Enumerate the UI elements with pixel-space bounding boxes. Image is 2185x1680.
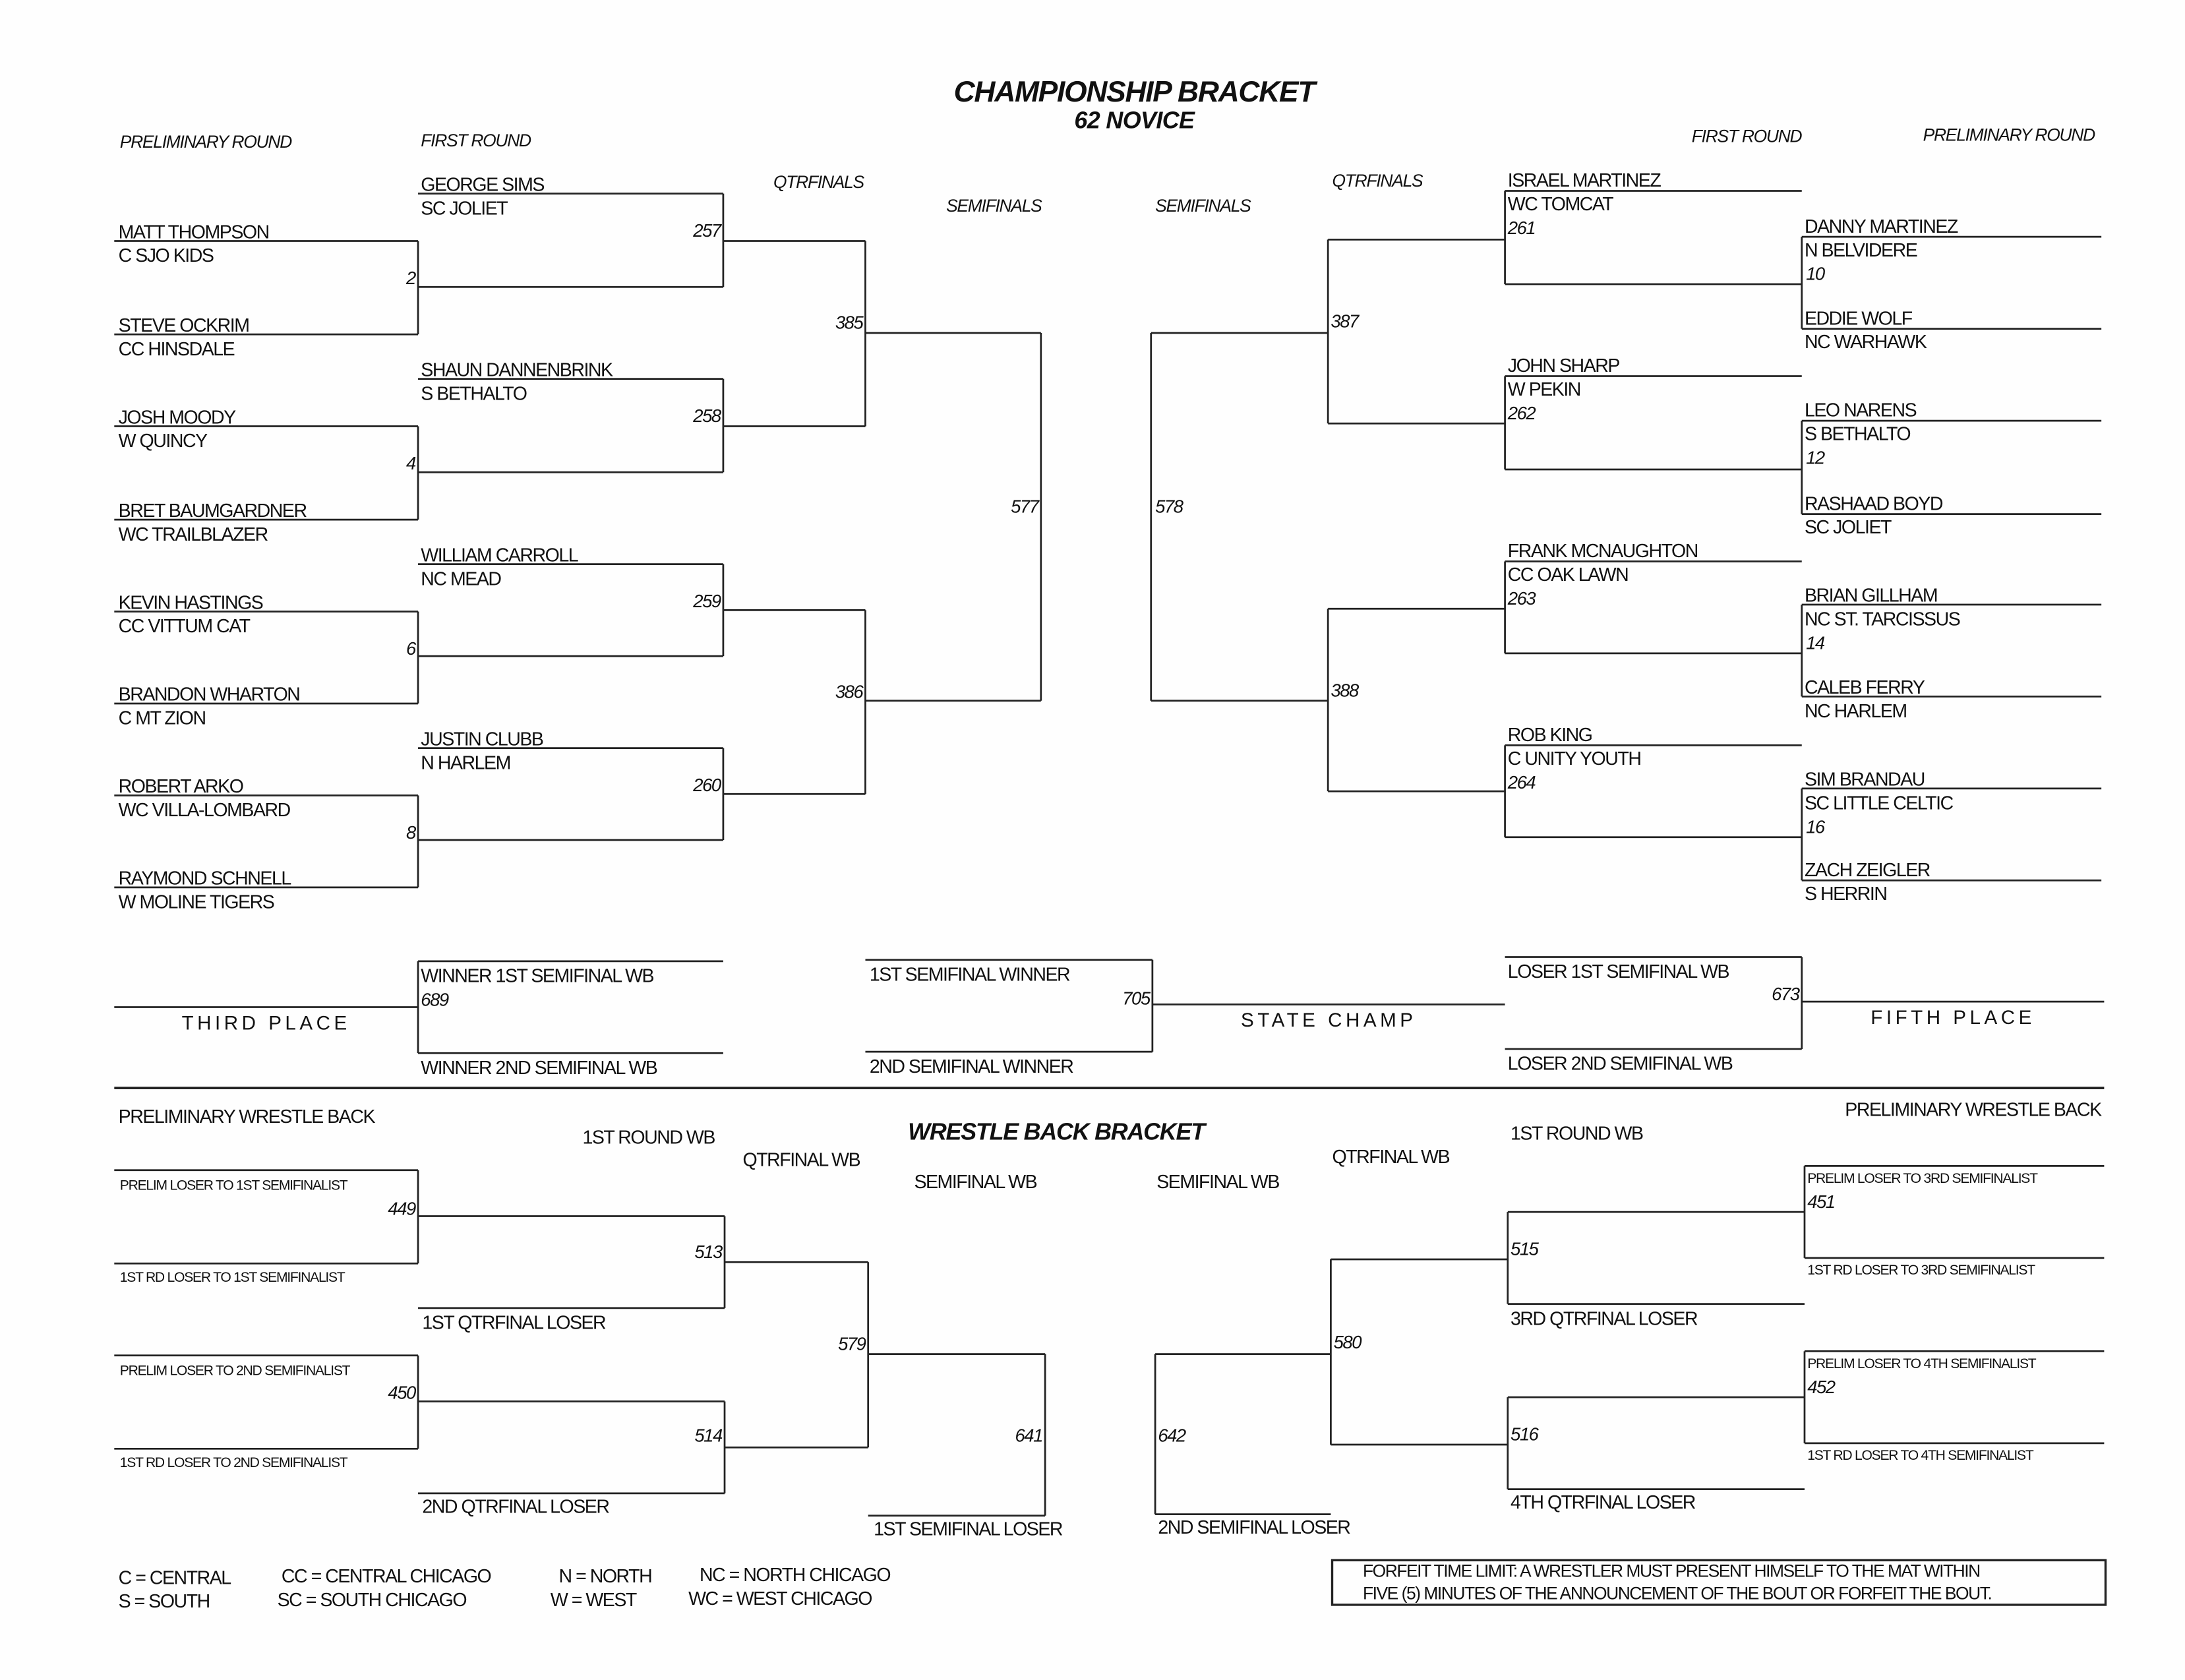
wrestler-name: WILLIAM CARROLL xyxy=(421,545,578,566)
page-title: CHAMPIONSHIP BRACKET xyxy=(953,76,1315,109)
wrestler-name: BRIAN GILLHAM xyxy=(1804,585,1938,607)
legend-item: S = SOUTH xyxy=(118,1590,210,1612)
wrestler-team: NC HARLEM xyxy=(1804,700,1907,722)
wrestler-team: S HERRIN xyxy=(1804,883,1887,905)
wrestler-name: DANNY MARTINEZ xyxy=(1804,216,1958,237)
state-champ-label: STATE CHAMP xyxy=(1240,1008,1417,1031)
legend-item: N = NORTH xyxy=(558,1565,652,1587)
wb-entry: PRELIM LOSER TO 2ND SEMIFINALIST xyxy=(119,1364,350,1379)
legend-item: SC = SOUTH CHICAGO xyxy=(277,1589,467,1611)
bout-number: 258 xyxy=(693,405,721,427)
wrestler-team: WC TRAILBLAZER xyxy=(118,524,268,545)
wrestler-name: ROB KING xyxy=(1507,724,1592,746)
wb-entry: PRELIM LOSER TO 4TH SEMIFINALIST xyxy=(1807,1356,2036,1373)
fifth-place-top: LOSER 1ST SEMIFINAL WB xyxy=(1507,961,1729,982)
wrestler-name: ZACH ZEIGLER xyxy=(1804,859,1930,881)
page-subtitle: 62 NOVICE xyxy=(1074,107,1195,134)
wb-right-qtr-label: QTRFINAL WB xyxy=(1332,1146,1450,1168)
wrestler-team: SC JOLIET xyxy=(1804,516,1891,538)
forfeit-note-line: FIVE (5) MINUTES OF THE ANNOUNCEMENT OF THE BOUT OR FORFEIT THE BOUT. xyxy=(1363,1584,1992,1604)
bout-number: 387 xyxy=(1331,311,1358,332)
wb-right-semi-label: SEMIFINAL WB xyxy=(1156,1171,1279,1193)
wrestler-name: JOHN SHARP xyxy=(1507,355,1619,376)
wrestler-team: W PEKIN xyxy=(1507,378,1580,400)
wrestler-team: SC JOLIET xyxy=(421,198,508,219)
wb-right-first-label: 1ST ROUND WB xyxy=(1511,1122,1643,1144)
wrestler-name: GEORGE SIMS xyxy=(421,174,544,195)
wrestler-name: BRANDON WHARTON xyxy=(118,684,300,705)
legend-item: C = CENTRAL xyxy=(118,1567,231,1588)
wb-qtr-loser: 1ST QTRFINAL LOSER xyxy=(422,1312,606,1333)
bout-number: 14 xyxy=(1806,632,1824,653)
wrestler-team: C SJO KIDS xyxy=(118,245,214,266)
wb-qtr-loser: 2ND QTRFINAL LOSER xyxy=(422,1496,609,1517)
bout-number: 452 xyxy=(1807,1376,1835,1398)
wrestler-name: SIM BRANDAU xyxy=(1804,769,1925,790)
bout-number: 2 xyxy=(406,267,415,289)
fifth-place-label: FIFTH PLACE xyxy=(1871,1005,2035,1029)
bout-number: 264 xyxy=(1507,771,1536,793)
third-place-label: THIRD PLACE xyxy=(181,1011,351,1034)
left-semi-label: SEMIFINALS xyxy=(946,196,1042,216)
wrestler-team: C UNITY YOUTH xyxy=(1507,748,1641,769)
wrestler-name: KEVIN HASTINGS xyxy=(118,591,263,613)
left-first-round-label: FIRST ROUND xyxy=(421,131,531,151)
wrestler-name: MATT THOMPSON xyxy=(118,221,269,243)
bout-number: 263 xyxy=(1507,587,1536,609)
fifth-place-bottom: LOSER 2ND SEMIFINAL WB xyxy=(1507,1053,1733,1074)
wrestler-name: JOSH MOODY xyxy=(118,406,235,428)
bout-number: 262 xyxy=(1507,402,1536,424)
wrestler-team: N BELVIDERE xyxy=(1804,239,1917,261)
wb-title: WRESTLE BACK BRACKET xyxy=(908,1118,1205,1145)
third-place-top: WINNER 1ST SEMIFINAL WB xyxy=(421,965,654,986)
wrestler-name: SHAUN DANNENBRINK xyxy=(421,359,613,380)
bout-number: 385 xyxy=(835,312,863,333)
bout-number: 8 xyxy=(406,822,415,843)
bout-number: 642 xyxy=(1158,1425,1185,1447)
wb-entry: 1ST RD LOSER TO 1ST SEMIFINALIST xyxy=(119,1270,345,1286)
bout-number: 259 xyxy=(693,590,721,612)
wrestler-name: ROBERT ARKO xyxy=(118,775,243,797)
wrestler-name: FRANK MCNAUGHTON xyxy=(1507,540,1698,562)
bout-number: 6 xyxy=(406,638,415,659)
forfeit-note-line: FORFEIT TIME LIMIT: A WRESTLER MUST PRESENT HIMSELF TO THE MAT WITHIN xyxy=(1363,1561,1980,1582)
bout-number: 514 xyxy=(694,1425,722,1447)
wrestler-team: S BETHALTO xyxy=(421,383,527,404)
left-qtr-semi-lines xyxy=(723,241,1041,795)
wrestler-team: WC TOMCAT xyxy=(1507,193,1613,215)
bout-number: 451 xyxy=(1807,1191,1835,1213)
wb-entry: 1ST RD LOSER TO 3RD SEMIFINALIST xyxy=(1807,1263,2035,1279)
wrestler-team: NC MEAD xyxy=(421,568,501,589)
right-semi-qtr-lines xyxy=(1151,239,1505,791)
legend-item: NC = NORTH CHICAGO xyxy=(699,1564,891,1586)
wrestler-name: CALEB FERRY xyxy=(1804,676,1925,698)
bout-number: 579 xyxy=(838,1333,866,1354)
bout-number: 513 xyxy=(694,1241,722,1263)
wrestler-team: NC WARHAWK xyxy=(1804,331,1927,353)
wrestler-team: W MOLINE TIGERS xyxy=(118,891,274,913)
wrestler-team: SC LITTLE CELTIC xyxy=(1804,793,1953,814)
bout-number: 450 xyxy=(388,1381,415,1403)
wrestler-name: RAYMOND SCHNELL xyxy=(118,868,291,889)
wrestler-team: NC ST. TARCISSUS xyxy=(1804,609,1960,630)
bout-number: 580 xyxy=(1333,1331,1362,1353)
wb-qtr-loser: 3RD QTRFINAL LOSER xyxy=(1511,1307,1698,1329)
wrestler-team: C MT ZION xyxy=(118,707,206,729)
bout-number: 577 xyxy=(1011,496,1038,517)
wrestler-name: RASHAAD BOYD xyxy=(1804,493,1942,514)
legend-item: WC = WEST CHICAGO xyxy=(688,1588,872,1609)
bout-number: 12 xyxy=(1806,447,1824,468)
wrestler-team: W QUINCY xyxy=(118,430,207,452)
right-prelim-round-label: PRELIMINARY ROUND xyxy=(1923,125,2095,145)
legend-item: CC = CENTRAL CHICAGO xyxy=(281,1565,491,1587)
bout-number: 386 xyxy=(835,681,863,702)
bout-number: 673 xyxy=(1772,983,1799,1005)
left-qtr-label: QTRFINALS xyxy=(773,172,864,193)
right-semi-label: SEMIFINALS xyxy=(1155,196,1251,216)
bout-number: 260 xyxy=(693,774,721,796)
wb-entry: PRELIM LOSER TO 1ST SEMIFINALIST xyxy=(119,1178,347,1194)
right-first-round-label: FIRST ROUND xyxy=(1691,127,1802,146)
wb-left-qtr-label: QTRFINAL WB xyxy=(742,1149,860,1170)
wrestler-team: CC HINSDALE xyxy=(118,338,235,360)
wrestler-name: EDDIE WOLF xyxy=(1804,307,1912,329)
bout-number: 10 xyxy=(1806,263,1824,285)
bout-number: 257 xyxy=(693,220,721,241)
wrestler-team: WC VILLA-LOMBARD xyxy=(118,799,290,821)
legend-item: W = WEST xyxy=(550,1589,636,1611)
left-prelim-round-label: PRELIMINARY ROUND xyxy=(119,132,292,152)
wb-left-first-label: 1ST ROUND WB xyxy=(582,1127,715,1148)
bout-number: 4 xyxy=(406,452,415,474)
wb-qtr-loser: 4TH QTRFINAL LOSER xyxy=(1511,1491,1695,1513)
wrestler-team: CC VITTUM CAT xyxy=(118,615,250,637)
wrestler-name: ISRAEL MARTINEZ xyxy=(1507,169,1661,191)
bout-number: 578 xyxy=(1155,496,1183,517)
wb-right-prelim-label: PRELIMINARY WRESTLE BACK xyxy=(1845,1098,2101,1120)
champ-bottom: 2ND SEMIFINAL WINNER xyxy=(869,1056,1073,1077)
bout-number: 689 xyxy=(421,989,448,1010)
wrestler-team: S BETHALTO xyxy=(1804,423,1911,444)
champ-top: 1ST SEMIFINAL WINNER xyxy=(869,964,1070,985)
wb-semi-loser: 1ST SEMIFINAL LOSER xyxy=(874,1518,1063,1540)
bout-number: 261 xyxy=(1507,217,1536,239)
bout-number: 516 xyxy=(1511,1424,1538,1445)
wb-entry: 1ST RD LOSER TO 4TH SEMIFINALIST xyxy=(1807,1449,2033,1464)
wrestler-name: JUSTIN CLUBB xyxy=(421,728,543,750)
wrestler-name: BRET BAUMGARDNER xyxy=(118,500,307,522)
bout-number: 515 xyxy=(1511,1238,1538,1259)
bout-number: 641 xyxy=(1015,1425,1042,1447)
wb-entry: PRELIM LOSER TO 3RD SEMIFINALIST xyxy=(1807,1171,2037,1187)
wb-entry: 1ST RD LOSER TO 2ND SEMIFINALIST xyxy=(119,1455,347,1472)
wb-left-prelim-label: PRELIMINARY WRESTLE BACK xyxy=(118,1106,375,1127)
bout-number: 705 xyxy=(1122,987,1150,1009)
wb-semi-loser: 2ND SEMIFINAL LOSER xyxy=(1158,1516,1350,1538)
wrestler-team: N HARLEM xyxy=(421,752,510,773)
bout-number: 388 xyxy=(1331,680,1358,701)
bout-number: 449 xyxy=(388,1198,415,1219)
wb-left-semi-label: SEMIFINAL WB xyxy=(914,1171,1037,1193)
wrestler-name: STEVE OCKRIM xyxy=(118,315,249,336)
wrestler-team: CC OAK LAWN xyxy=(1507,564,1629,585)
wrestler-name: LEO NARENS xyxy=(1804,400,1917,421)
bout-number: 16 xyxy=(1806,816,1824,837)
right-qtr-label: QTRFINALS xyxy=(1332,171,1423,191)
third-place-bottom: WINNER 2ND SEMIFINAL WB xyxy=(421,1057,657,1079)
